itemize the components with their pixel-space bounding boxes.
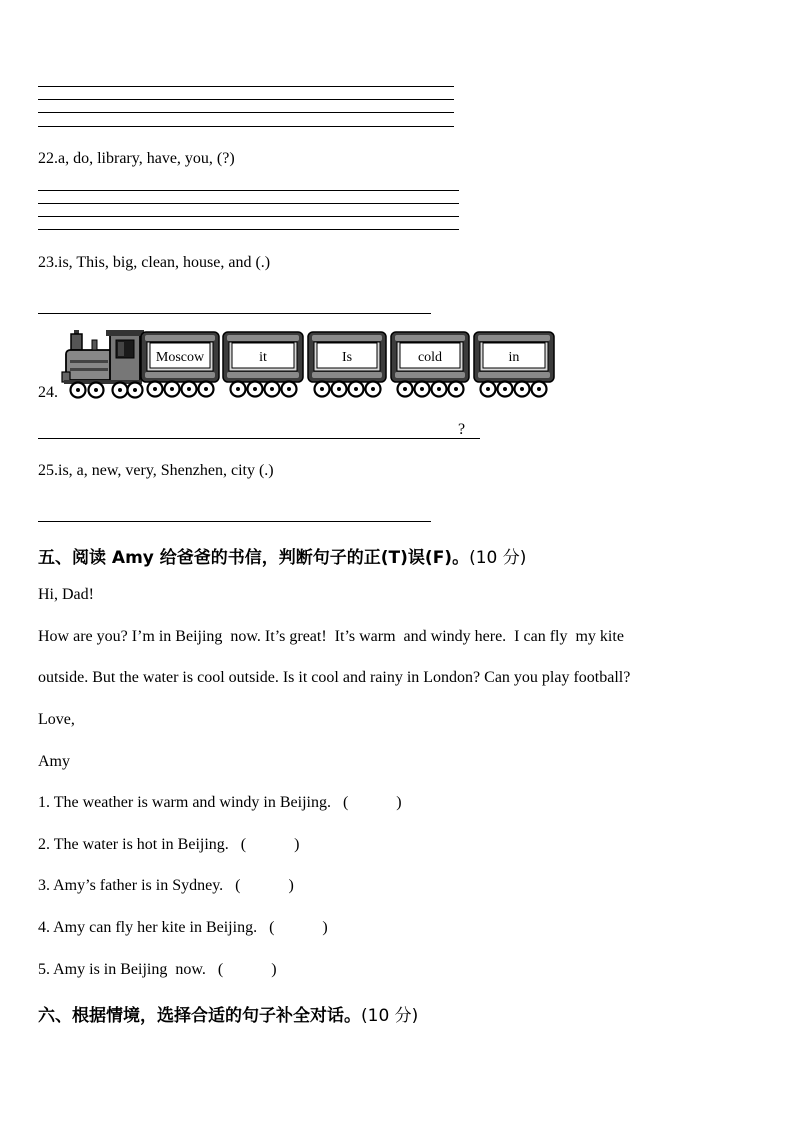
question-words: is, This, big, clean, house, and (.) (58, 254, 271, 271)
wagon-label: in (508, 350, 520, 365)
answer-line[interactable] (38, 313, 431, 314)
wagon-label: it (259, 350, 267, 365)
tf-item[interactable]: 4. Amy can fly her kite in Beijing. ( ) (38, 919, 328, 936)
tf-item[interactable]: 2. The water is hot in Beijing. ( ) (38, 836, 300, 853)
letter-closing: Love, (38, 711, 75, 728)
answer-line[interactable] (38, 216, 459, 217)
wagon (223, 332, 303, 397)
question-words: a, do, library, have, you, (?) (58, 150, 235, 167)
answer-line[interactable] (38, 229, 459, 230)
section-6-title: 六、根据情境，选择合适的句子补全对话。(10 分) (38, 1006, 419, 1026)
wagon (474, 332, 554, 397)
question-25 (38, 462, 274, 480)
answer-line[interactable] (38, 203, 459, 204)
question-23 (38, 254, 270, 272)
question-24-number: 24. (38, 384, 58, 401)
tf-item[interactable]: 1. The weather is warm and windy in Beijing. ( ) (38, 794, 402, 811)
question-22 (38, 150, 235, 168)
question-words: is, a, new, very, Shenzhen, city (.) (58, 462, 274, 479)
letter-body-line: How are you? I’m in Beijing now. It’s great! It’s warm and windy here. I can fly my kite (38, 628, 624, 645)
answer-line[interactable] (38, 190, 459, 191)
answer-line[interactable] (38, 438, 480, 439)
question-number: 25. (38, 462, 58, 479)
tf-item[interactable]: 3. Amy’s father is in Sydney. ( ) (38, 877, 294, 894)
answer-line[interactable] (38, 86, 454, 87)
letter-signature: Amy (38, 753, 70, 770)
wagon (308, 332, 386, 397)
wagon-label: Moscow (155, 350, 205, 365)
answer-line[interactable] (38, 126, 454, 127)
wagon-label: Is (341, 350, 353, 365)
tf-item[interactable]: 5. Amy is in Beijing now. ( ) (38, 961, 277, 978)
question-mark: ? (458, 421, 466, 438)
question-number: 23. (38, 254, 58, 271)
letter-body-line: outside. But the water is cool outside. Is it cool and rainy in London? Can you play football? (38, 669, 631, 686)
answer-line[interactable] (38, 112, 454, 113)
letter-greeting: Hi, Dad! (38, 586, 94, 603)
section-5-title: 五、阅读 Amy 给爸爸的书信，判断句子的正(T)误(F)。(10 分) (38, 548, 527, 568)
wagon (391, 332, 469, 397)
question-number: 22. (38, 150, 58, 167)
train-image (58, 326, 558, 402)
answer-line[interactable] (38, 521, 431, 522)
answer-line[interactable] (38, 99, 454, 100)
wagon (141, 332, 219, 397)
wagon-label: cold (417, 350, 443, 365)
locomotive-icon (62, 330, 144, 398)
